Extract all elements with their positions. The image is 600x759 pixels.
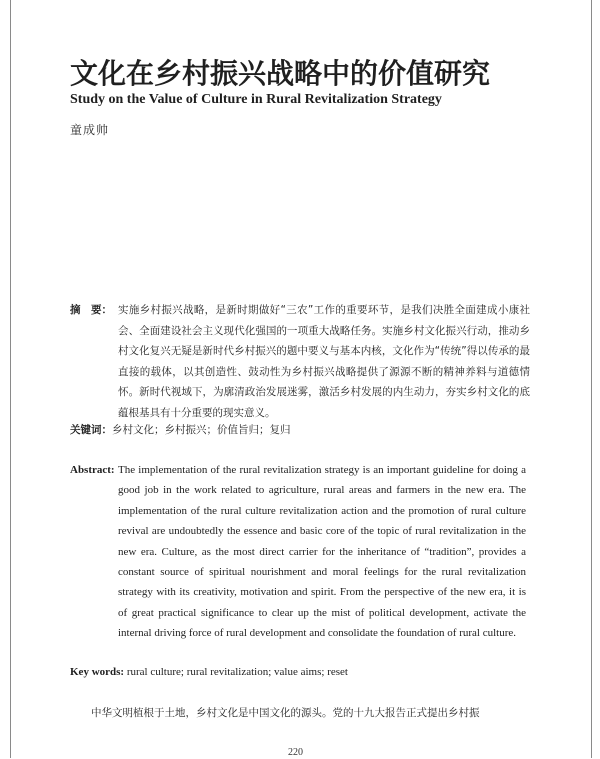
paper-title-english: Study on the Value of Culture in Rural Revitalization Strategy: [70, 92, 442, 107]
chinese-abstract-text: 实施乡村振兴战略，是新时期做好“三农”工作的重要环节，是我们决胜全面建成小康社会、全面建设社会主义现代化强国的一项重大战略任务。实施乡村文化振兴行动，推动乡村文化复兴无疑是新时代乡村振兴的题中要义与基本内核，文化作为“传统”得以传承的最直接的载体，以其创造性、鼓动性为乡村振兴战略提供了源源不断的精神养料与道德情怀。新时代视域下，为廓清政治发展迷雾，激活乡村发展的内生动力，夯实乡村文化的底蕴根基具有十分重要的现实意义。: [118, 304, 530, 419]
paper-title-chinese: 文化在乡村振兴战略中的价值研究: [70, 57, 491, 90]
english-keywords-text: rural culture; rural revitalization; value aims; reset: [126, 666, 348, 678]
chinese-abstract: [70, 300, 530, 424]
author-name: 童成帅: [70, 123, 110, 137]
chinese-keywords-label: 关键词：: [70, 424, 112, 436]
english-keywords: [70, 664, 530, 680]
english-abstract-label: Abstract:: [70, 464, 115, 476]
english-abstract-text: The implementation of the rural revitalization strategy is an important guideline for doing a good job in the work related to agriculture, rural areas and farmers in the new era. The implementation of the rural culture revitalization action and the promotion of rural culture revival are undoubtedly the essence and basic core of the topic of rural revitalization in the new era. Culture, as the most direct carrier for the inheritance of “tradition”, provides a constant source of spiritual nourishment and moral feelings for the rural revitalization strategy with its creativity, motivation and spirit. From the perspective of the new era, it is of great practical significance to clear up the mist of political development, activate the internal driving force of rural development and consolidate the foundation of rural culture.: [118, 464, 526, 640]
chinese-abstract-label: 摘 要：: [70, 304, 112, 316]
page-number: 220: [288, 747, 303, 758]
english-keywords-label: Key words:: [70, 666, 125, 678]
chinese-keywords-text: 乡村文化；乡村振兴；价值旨归；复归: [112, 424, 291, 436]
chinese-keywords: [70, 422, 530, 438]
body-paragraph: 中华文明植根于土地，乡村文化是中国文化的源头。党的十九大报告正式提出乡村振: [91, 707, 480, 719]
english-abstract: [70, 460, 526, 644]
